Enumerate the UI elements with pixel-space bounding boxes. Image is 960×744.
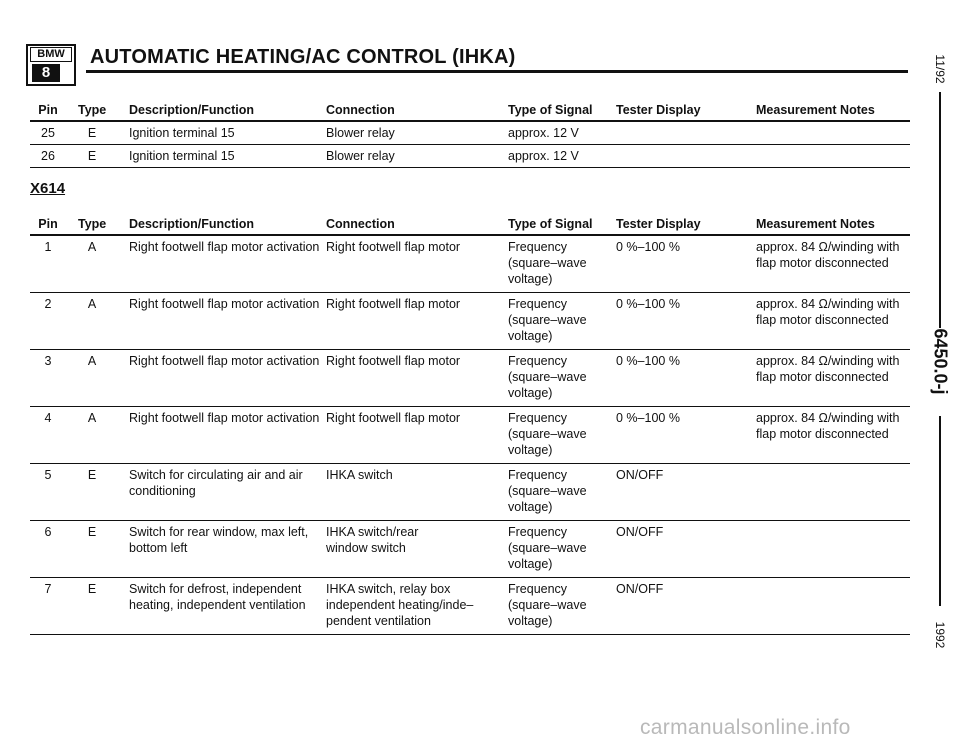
side-rule-2: [939, 416, 941, 606]
cell-line: bottom left: [129, 541, 188, 555]
header-signal: Type of Signal: [508, 103, 593, 117]
cell-tester: [616, 410, 680, 426]
cell-conn: [326, 524, 418, 556]
side-date: 11/92: [933, 54, 947, 84]
cell-line: (square–wave: [508, 427, 587, 441]
cell-line: flap motor disconnected: [756, 427, 889, 441]
side-year: 1992: [933, 621, 947, 649]
cell-line: voltage): [508, 557, 553, 571]
cell-line: voltage): [508, 614, 553, 628]
table-row: [30, 122, 910, 145]
table-row: [30, 521, 910, 578]
cell-line: voltage): [508, 500, 553, 514]
cell-line: ON/OFF: [616, 468, 664, 482]
cell-desc: [129, 125, 235, 141]
cell-line: IHKA switch: [326, 468, 393, 482]
cell-notes: [756, 353, 899, 385]
connector-label: X614: [30, 180, 66, 197]
cell-line: 0 %–100 %: [616, 240, 680, 254]
cell-signal: [508, 467, 587, 515]
header-tester: Tester Display: [616, 217, 701, 231]
cell-conn: [326, 410, 460, 426]
cell-desc: [129, 239, 319, 255]
cell-line: Right footwell flap motor activation: [129, 297, 320, 311]
table-row: [30, 293, 910, 350]
cell-notes: [756, 410, 899, 442]
table-row: [30, 236, 910, 293]
cell-type: E: [87, 582, 97, 596]
cell-line: Right footwell flap motor: [326, 354, 461, 368]
table-row: [30, 578, 910, 635]
cell-line: Switch for circulating air and air: [129, 468, 303, 482]
cell-line: approx. 84 Ω/winding with: [756, 354, 900, 368]
cell-conn: [326, 467, 393, 483]
table-row: [30, 407, 910, 464]
cell-line: ON/OFF: [616, 582, 664, 596]
page-title: AUTOMATIC HEATING/AC CONTROL (IHKA): [90, 46, 516, 68]
cell-line: Right footwell flap motor: [326, 297, 461, 311]
cell-desc: [129, 524, 308, 556]
cell-desc: [129, 296, 319, 312]
cell-desc: [129, 581, 306, 613]
header-desc: Description/Function: [129, 103, 254, 117]
side-rule-1: [939, 92, 941, 328]
table-header: [30, 100, 910, 122]
header-type: Type: [78, 103, 107, 117]
cell-desc: [129, 353, 319, 369]
cell-conn: [326, 353, 460, 369]
cell-line: Right footwell flap motor activation: [129, 411, 320, 425]
cell-line: Frequency: [508, 525, 568, 539]
cell-pin: 3: [44, 354, 52, 368]
cell-line: IHKA switch/rear: [326, 525, 419, 539]
cell-line: voltage): [508, 329, 553, 343]
cell-line: voltage): [508, 443, 553, 457]
cell-desc: [129, 148, 235, 164]
cell-line: Frequency: [508, 582, 568, 596]
cell-conn: [326, 125, 395, 141]
cell-pin: 4: [44, 411, 52, 425]
cell-line: Frequency: [508, 297, 568, 311]
cell-notes: [756, 239, 899, 271]
cell-line: (square–wave: [508, 256, 587, 270]
cell-line: 0 %–100 %: [616, 297, 680, 311]
cell-line: (square–wave: [508, 541, 587, 555]
table-row: [30, 145, 910, 168]
cell-line: Blower relay: [326, 126, 395, 140]
cell-pin: 6: [44, 525, 52, 539]
cell-signal: [508, 239, 587, 287]
cell-line: conditioning: [129, 484, 196, 498]
cell-signal: [508, 148, 579, 164]
cell-line: Blower relay: [326, 149, 395, 163]
cell-line: independent heating/inde–: [326, 598, 474, 612]
cell-line: (square–wave: [508, 370, 587, 384]
cell-line: ON/OFF: [616, 525, 664, 539]
cell-tester: [616, 467, 663, 483]
side-page-number: 6450.0-j: [930, 328, 951, 395]
table-header: [30, 214, 910, 236]
cell-conn: [326, 581, 473, 629]
cell-pin: 25: [41, 126, 55, 140]
title-rule: [86, 70, 908, 73]
cell-conn: [326, 148, 395, 164]
cell-line: IHKA switch, relay box: [326, 582, 451, 596]
cell-pin: 2: [44, 297, 52, 311]
cell-line: window switch: [326, 541, 406, 555]
table-row: [30, 350, 910, 407]
cell-line: approx. 84 Ω/winding with: [756, 411, 900, 425]
pin-table-1: [30, 100, 910, 168]
header-signal: Type of Signal: [508, 217, 593, 231]
cell-signal: [508, 581, 587, 629]
cell-line: voltage): [508, 272, 553, 286]
logo-series-mark: 8: [32, 64, 60, 82]
cell-signal: [508, 524, 587, 572]
cell-line: Frequency: [508, 468, 568, 482]
header-notes: Measurement Notes: [756, 217, 875, 231]
cell-line: Right footwell flap motor activation: [129, 240, 320, 254]
cell-type: E: [87, 126, 97, 140]
cell-line: Frequency: [508, 240, 568, 254]
bmw-logo: [26, 44, 76, 86]
cell-pin: 26: [41, 149, 55, 163]
cell-tester: [616, 524, 663, 540]
cell-pin: 1: [44, 240, 52, 254]
cell-line: (square–wave: [508, 484, 587, 498]
cell-type: A: [87, 354, 97, 368]
cell-line: pendent ventilation: [326, 614, 431, 628]
cell-line: 0 %–100 %: [616, 411, 680, 425]
cell-line: Frequency: [508, 354, 568, 368]
logo-brand-text: BMW: [30, 47, 72, 62]
watermark: carmanualsonline.info: [640, 716, 851, 739]
cell-line: approx. 84 Ω/winding with: [756, 297, 900, 311]
cell-signal: [508, 353, 587, 401]
cell-notes: [756, 296, 899, 328]
cell-desc: [129, 410, 319, 426]
cell-signal: [508, 296, 587, 344]
cell-tester: [616, 581, 663, 597]
cell-line: Right footwell flap motor activation: [129, 354, 320, 368]
cell-type: E: [87, 525, 97, 539]
cell-type: E: [87, 149, 97, 163]
cell-line: Ignition terminal 15: [129, 149, 235, 163]
table-row: [30, 464, 910, 521]
cell-signal: [508, 125, 579, 141]
cell-line: flap motor disconnected: [756, 370, 889, 384]
cell-line: approx. 12 V: [508, 149, 579, 163]
cell-line: (square–wave: [508, 598, 587, 612]
header-desc: Description/Function: [129, 217, 254, 231]
cell-line: Switch for rear window, max left,: [129, 525, 309, 539]
cell-tester: [616, 353, 680, 369]
cell-pin: 7: [44, 582, 52, 596]
cell-line: 0 %–100 %: [616, 354, 680, 368]
cell-line: voltage): [508, 386, 553, 400]
cell-line: Ignition terminal 15: [129, 126, 235, 140]
header-pin: Pin: [38, 217, 58, 231]
cell-line: Frequency: [508, 411, 568, 425]
cell-type: A: [87, 411, 97, 425]
cell-line: approx. 84 Ω/winding with: [756, 240, 900, 254]
header-notes: Measurement Notes: [756, 103, 875, 117]
cell-desc: [129, 467, 303, 499]
cell-line: Right footwell flap motor: [326, 240, 461, 254]
cell-line: Right footwell flap motor: [326, 411, 461, 425]
cell-pin: 5: [44, 468, 52, 482]
cell-type: E: [87, 468, 97, 482]
cell-line: heating, independent ventilation: [129, 598, 306, 612]
header-tester: Tester Display: [616, 103, 701, 117]
cell-line: flap motor disconnected: [756, 256, 889, 270]
cell-line: approx. 12 V: [508, 126, 579, 140]
cell-line: flap motor disconnected: [756, 313, 889, 327]
cell-type: A: [87, 297, 97, 311]
pin-table-2: [30, 214, 910, 635]
cell-conn: [326, 239, 460, 255]
cell-signal: [508, 410, 587, 458]
cell-line: Switch for defrost, independent: [129, 582, 302, 596]
cell-type: A: [87, 240, 97, 254]
side-margin: [930, 40, 950, 690]
header-conn: Connection: [326, 103, 395, 117]
cell-tester: [616, 239, 680, 255]
header-type: Type: [78, 217, 107, 231]
cell-conn: [326, 296, 460, 312]
header-conn: Connection: [326, 217, 395, 231]
cell-line: (square–wave: [508, 313, 587, 327]
header-pin: Pin: [38, 103, 58, 117]
cell-tester: [616, 296, 680, 312]
